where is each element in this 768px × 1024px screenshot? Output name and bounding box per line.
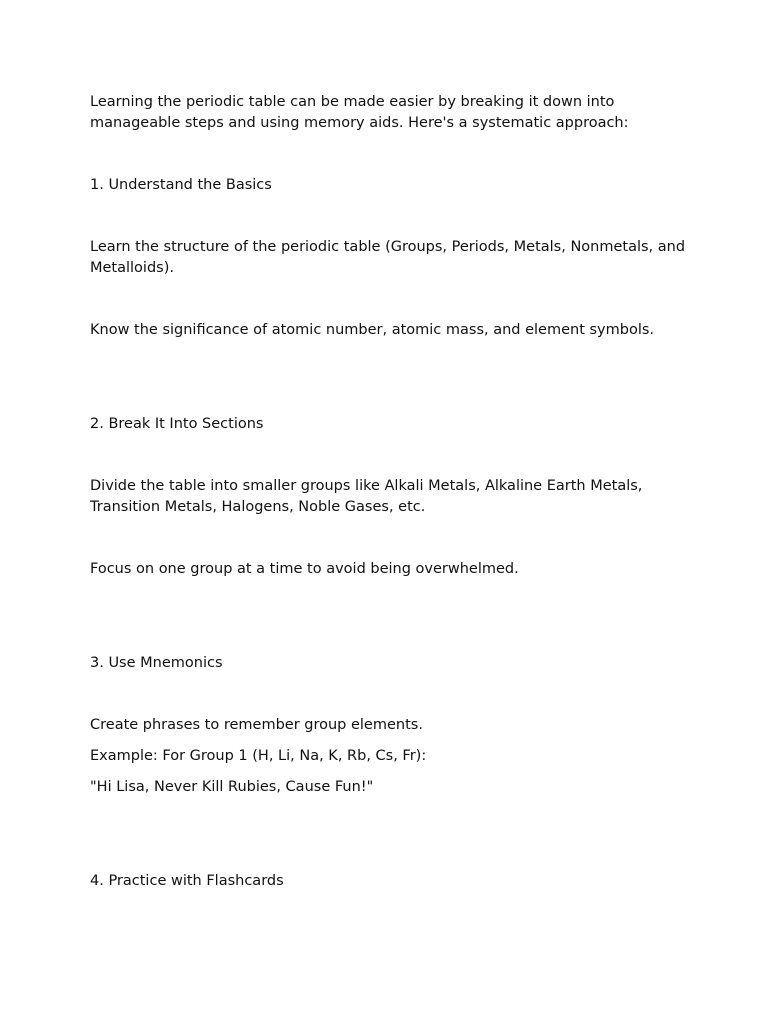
- section-paragraph: Learn the structure of the periodic table (Groups, Periods, Metals, Nonmetals, and Metalloids).: [90, 239, 690, 276]
- section-paragraph: Create phrases to remember group elements.: [90, 717, 423, 733]
- section-heading: 2. Break It Into Sections: [90, 416, 264, 432]
- section-heading: 1. Understand the Basics: [90, 177, 272, 193]
- section-heading: 4. Practice with Flashcards: [90, 873, 284, 889]
- section-paragraph: Know the significance of atomic number, atomic mass, and element symbols.: [90, 322, 655, 338]
- intro-paragraph: Learning the periodic table can be made easier by breaking it down into manageable steps and using memory aids. Here's a systematic approach:: [90, 94, 629, 131]
- mnemonic-quote: "Hi Lisa, Never Kill Rubies, Cause Fun!": [90, 779, 374, 795]
- section-paragraph: Focus on one group at a time to avoid being overwhelmed.: [90, 561, 519, 577]
- section-paragraph: Example: For Group 1 (H, Li, Na, K, Rb, Cs, Fr):: [90, 748, 427, 764]
- section-heading: 3. Use Mnemonics: [90, 655, 223, 671]
- section-paragraph: Divide the table into smaller groups like Alkali Metals, Alkaline Earth Metals, Transition Metals, Halogens, Noble Gases, etc.: [90, 478, 648, 515]
